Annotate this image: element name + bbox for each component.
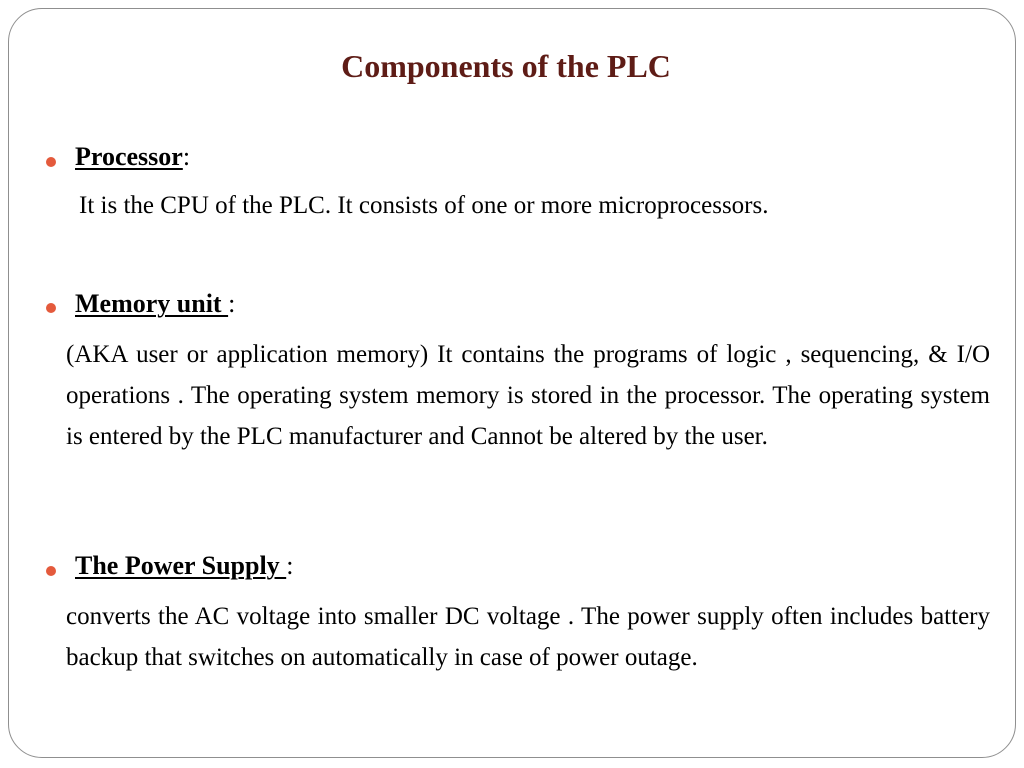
section-body-memory-unit: (AKA user or application memory) It contains the programs of logic , sequencing, & I/O operations . The operating system memory is stored in the processor. The operating system is entered by the PLC manufacturer and Cannot be altered by the user. [66, 341, 990, 450]
slide-title: Components of the PLC [341, 48, 671, 84]
section-heading-memory-unit [75, 288, 235, 320]
section-body-power-supply: converts the AC voltage into smaller DC voltage . The power supply often includes battery backup that switches on automatically in case of power outage. [66, 603, 990, 671]
section-heading-processor [75, 141, 190, 173]
section-heading-label: Memory unit [75, 289, 229, 318]
bullet-dot-icon [46, 303, 56, 313]
section-heading-power-supply [75, 550, 293, 582]
slide-frame [8, 8, 1016, 758]
section-body-processor: It is the CPU of the PLC. It consists of one or more microprocessors. [79, 192, 769, 219]
section-heading-separator: : [228, 289, 236, 318]
bullet-dot-icon [46, 566, 56, 576]
section-heading-label: Processor [75, 142, 183, 171]
section-heading-separator: : [182, 142, 191, 171]
section-heading-label: The Power Supply [75, 551, 287, 580]
section-heading-separator: : [286, 551, 294, 580]
bullet-dot-icon [46, 157, 56, 167]
